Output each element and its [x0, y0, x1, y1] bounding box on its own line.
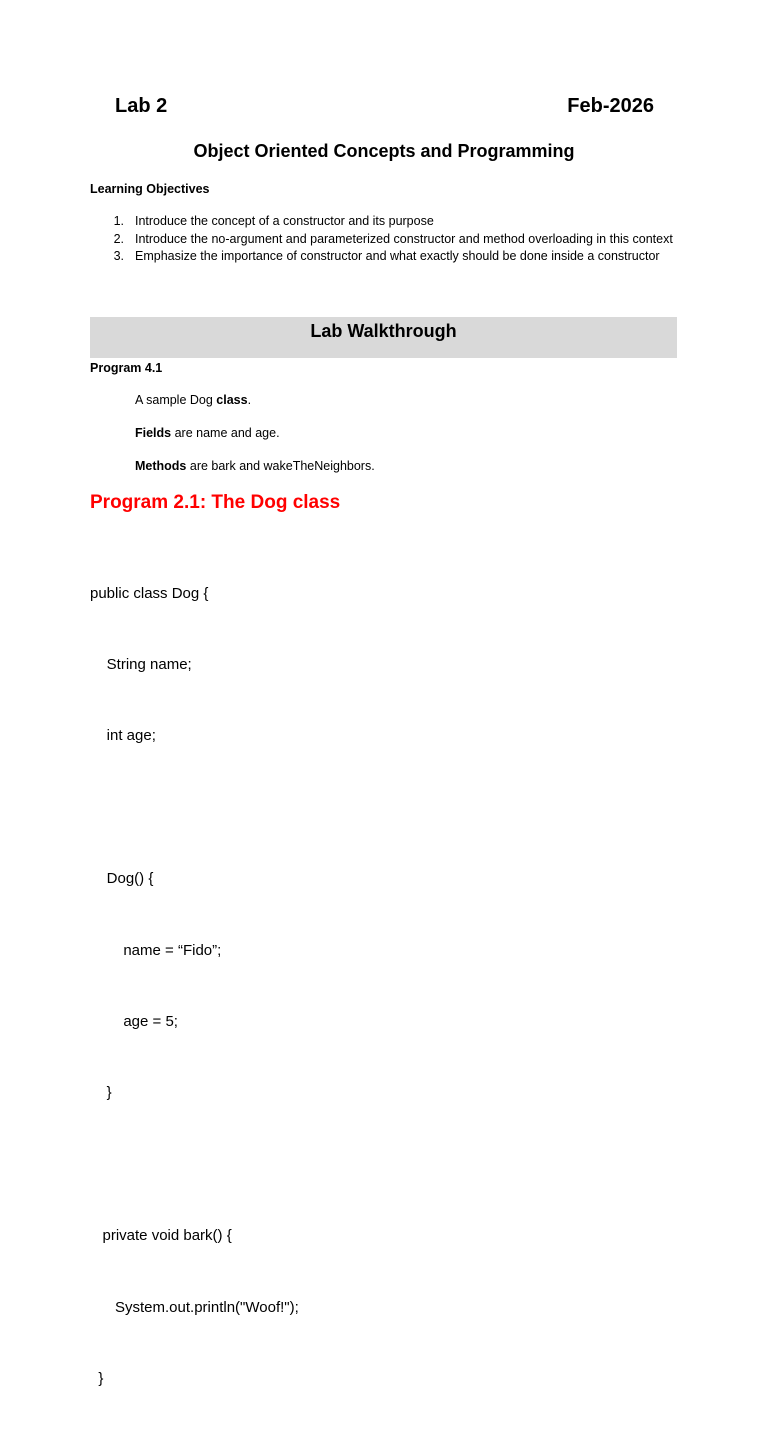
objective-text: Emphasize the importance of constructor and what exactly should be done inside a constructor	[135, 249, 660, 263]
lab-number: Lab 2	[115, 95, 168, 117]
code-listing	[90, 534, 299, 1438]
code-line: name = “Fido”;	[90, 941, 222, 959]
code-line: }	[90, 1369, 104, 1387]
code-line	[90, 796, 299, 820]
lab-date: Feb-2026	[567, 95, 654, 117]
code-line: int age;	[90, 727, 156, 745]
objective-item	[90, 213, 690, 231]
desc-bold-term: class	[216, 393, 248, 407]
code-line: private void bark() {	[90, 1227, 232, 1245]
code-line: Dog() {	[90, 870, 154, 888]
objective-text: Introduce the no-argument and parameterized constructor and method overloading in this context	[135, 231, 673, 246]
objective-number: 3.	[113, 249, 124, 263]
objective-item	[90, 248, 690, 266]
program-heading: Program 2.1: The Dog class	[90, 492, 341, 513]
code-line	[90, 1153, 299, 1177]
code-line: String name;	[90, 655, 192, 673]
code-line: public class Dog {	[90, 584, 209, 602]
code-line: age = 5;	[90, 1012, 178, 1030]
desc-text: are name and age.	[171, 426, 280, 440]
objective-item	[90, 231, 690, 249]
program-label: Program 4.1	[90, 361, 163, 375]
code-line: }	[90, 1084, 112, 1102]
learning-objectives-heading: Learning Objectives	[90, 182, 210, 196]
objective-number: 2.	[113, 231, 124, 246]
objective-number: 1.	[113, 214, 124, 228]
desc-text: A sample Dog	[135, 393, 217, 407]
code-line: System.out.println("Woof!");	[90, 1298, 299, 1316]
program-description-fields	[135, 426, 280, 440]
learning-objectives-list	[90, 213, 690, 266]
desc-bold-term: Fields	[135, 426, 172, 440]
lab-walkthrough-banner	[90, 317, 677, 358]
desc-text: .	[247, 393, 252, 407]
objective-text: Introduce the concept of a constructor and its purpose	[135, 214, 434, 228]
program-description-methods	[135, 459, 375, 473]
desc-text: are bark and wakeTheNeighbors.	[186, 459, 375, 473]
course-title: Object Oriented Concepts and Programming	[193, 141, 575, 161]
desc-bold-term: Methods	[135, 459, 187, 473]
program-description-class	[135, 393, 251, 407]
lab-walkthrough-title: Lab Walkthrough	[310, 321, 457, 341]
